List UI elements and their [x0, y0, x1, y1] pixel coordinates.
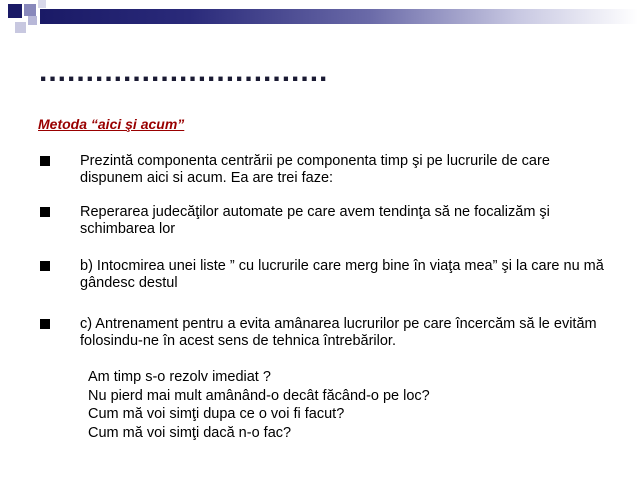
question-line: Cum mă voi simţi dacă n-o fac? — [88, 424, 292, 441]
square-bullet-icon — [40, 207, 50, 217]
bullet-item — [40, 258, 615, 291]
question-line: Nu pierd mai mult amânând-o decât făcând-o pe loc? — [88, 387, 430, 404]
bullet-item — [40, 316, 615, 349]
bullet-text: Reperarea judecăţilor automate pe care avem tendinţa să ne focalizăm şi schimbarea lor — [80, 204, 550, 237]
question-line: Am timp s-o rezolv imediat ? — [88, 369, 271, 385]
decor-square — [15, 22, 26, 33]
bullet-text: b) Intocmirea unei liste ” cu lucrurile care merg bine în viaţa mea” şi la care nu mă gândesc destul — [80, 258, 604, 291]
slide-subtitle: Metoda “aici şi acum” — [38, 116, 185, 132]
decor-square — [24, 4, 36, 16]
square-bullet-icon — [40, 261, 50, 271]
bullet-text: c) Antrenament pentru a evita amânarea lucrurilor pe care încercăm să le evităm folosindu-ne în acest sens de tehnica întrebărilor. — [80, 316, 597, 349]
bullet-item — [40, 204, 615, 237]
question-line: Cum mă voi simţi dupa ce o voi fi facut? — [88, 406, 345, 422]
decor-square — [38, 0, 46, 8]
square-bullet-icon — [40, 319, 50, 329]
slide-title: ............................... — [39, 55, 329, 88]
header-gradient-bar — [40, 9, 638, 24]
decor-square — [28, 16, 37, 25]
question-list — [88, 368, 430, 442]
bullet-text: Prezintă componenta centrării pe componenta timp şi pe lucrurile de care dispunem aici si acum. Ea are trei faze: — [80, 153, 550, 186]
decor-square — [8, 4, 22, 18]
bullet-item — [40, 153, 615, 186]
square-bullet-icon — [40, 156, 50, 166]
